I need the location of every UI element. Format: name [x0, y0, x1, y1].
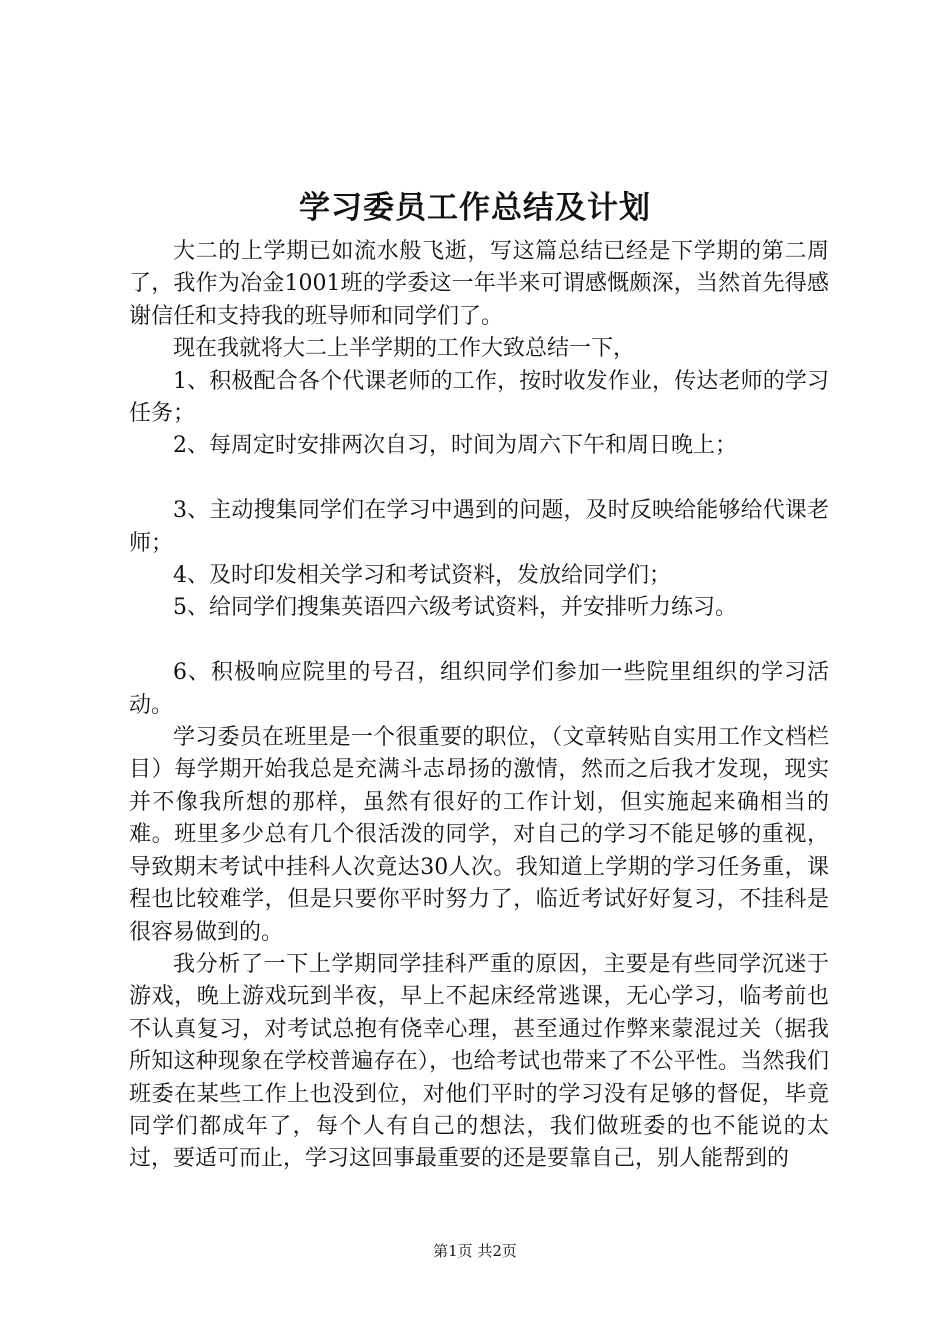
page-number-footer: 第1页 共2页 [433, 1242, 517, 1260]
paragraph-intro: 大二的上学期已如流水般飞逝，写这篇总结已经是下学期的第二周了，我作为冶金1001班的学委这一年半来可谓感慨颇深，当然首先得感谢信任和支持我的班导师和同学们了。 [129, 239, 829, 329]
paragraph-role-reflection: 学习委员在班里是一个很重要的职位，（文章转贴自实用工作文档栏目）每学期开始我总是充满斗志昂扬的激情，然而之后我才发现，现实并不像我所想的那样，虽然有很好的工作计划，但实施起来确相当的难。班里多少总有几个很活泼的同学，对自己的学习不能足够的重视，导致期末考试中挂科人次竟达30人次。我知道上学期的学习任务重，课程也比较难学，但是只要你平时努力了，临近考试好好复习，不挂科是很容易做到的。 [129, 725, 829, 945]
list-item-1: 1、积极配合各个代课老师的工作，按时收发作业，传达老师的学习任务； [129, 368, 829, 427]
paragraph-summary-lead: 现在我就将大二上半学期的工作大致总结一下， [173, 336, 636, 362]
list-item-4: 4、及时印发相关学习和考试资料，发放给同学们； [173, 563, 671, 589]
list-item-5: 5、给同学们搜集英语四六级考试资料，并安排听力练习。 [173, 595, 737, 621]
list-item-6: 6、积极响应院里的号召，组织同学们参加一些院里组织的学习活动。 [129, 660, 829, 718]
document-title: 学习委员工作总结及计划 [299, 190, 651, 226]
list-item-2: 2、每周定时安排两次自习，时间为周六下午和周日晚上； [173, 433, 737, 459]
paragraph-analysis: 我分析了一下上学期同学挂科严重的原因，主要是有些同学沉迷于游戏，晚上游戏玩到半夜，早上不起床经常逃课，无心学习，临考前也不认真复习，对考试总抱有侥幸心理，甚至通过作弊来蒙混过关（据我所知这种现象在学校普遍存在），也给考试也带来了不公平性。当然我们班委在某些工作上也没到位，对他们平时的学习没有足够的督促，毕竟同学们都成年了，每个人有自己的想法，我们做班委的也不能说的太过，要适可而止，学习这回事最重要的还是要靠自己，别人能帮到的 [129, 951, 829, 1172]
list-item-3: 3、主动搜集同学们在学习中遇到的问题，及时反映给能够给代课老师； [129, 498, 829, 556]
document-body [129, 236, 829, 1176]
